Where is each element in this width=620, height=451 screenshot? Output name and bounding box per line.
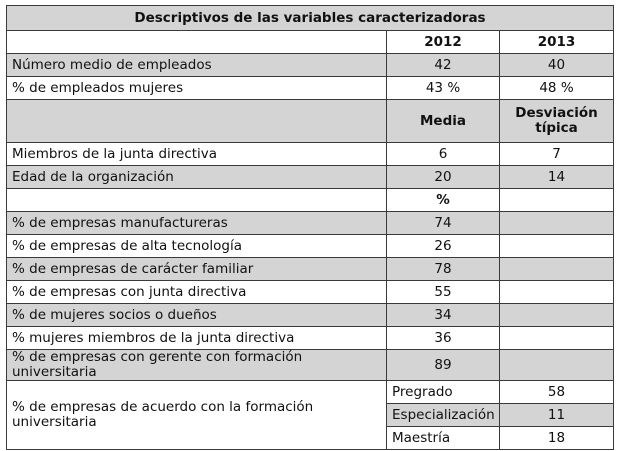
empty-cell <box>500 281 614 304</box>
table-row <box>7 77 614 100</box>
empty-cell <box>500 212 614 235</box>
table-row <box>7 350 614 381</box>
desviacion-value: 7 <box>500 143 614 166</box>
table-title: Descriptivos de las variables caracterizadoras <box>7 6 614 31</box>
education-group-label: % de empresas de acuerdo con la formación universitaria <box>7 381 387 450</box>
row-label: Edad de la organización <box>7 166 387 189</box>
percent-value: 74 <box>387 212 500 235</box>
percent-value: 26 <box>387 235 500 258</box>
value-2012: 42 <box>387 54 500 77</box>
row-label: % de empresas de alta tecnología <box>7 235 387 258</box>
table-row <box>7 327 614 350</box>
year-header-2013: 2013 <box>500 31 614 54</box>
percent-value: 36 <box>387 327 500 350</box>
empty-cell <box>500 235 614 258</box>
desviacion-header: Desviación típica <box>500 100 614 143</box>
education-value: 18 <box>500 427 614 450</box>
row-label: % de empleados mujeres <box>7 77 387 100</box>
descriptives-table <box>6 5 614 450</box>
row-label: Número medio de empleados <box>7 54 387 77</box>
table-row <box>7 235 614 258</box>
table-row <box>7 281 614 304</box>
table-row <box>7 166 614 189</box>
value-2013: 40 <box>500 54 614 77</box>
empty-cell <box>500 189 614 212</box>
row-label: % mujeres miembros de la junta directiva <box>7 327 387 350</box>
year-header-2012: 2012 <box>387 31 500 54</box>
row-label: % de empresas con gerente con formación universitaria <box>7 350 387 381</box>
table-row <box>7 381 614 404</box>
row-label: % de empresas manufactureras <box>7 212 387 235</box>
media-value: 6 <box>387 143 500 166</box>
value-2012: 43 % <box>387 77 500 100</box>
table-row <box>7 54 614 77</box>
empty-cell <box>500 350 614 381</box>
empty-cell <box>500 327 614 350</box>
table-row <box>7 212 614 235</box>
row-label: % de empresas de carácter familiar <box>7 258 387 281</box>
education-value: 11 <box>500 404 614 427</box>
empty-header-cell <box>7 31 387 54</box>
percent-value: 55 <box>387 281 500 304</box>
percent-value: 78 <box>387 258 500 281</box>
table-row <box>7 304 614 327</box>
table-row <box>7 143 614 166</box>
empty-cell <box>500 258 614 281</box>
table-row <box>7 258 614 281</box>
row-label: Miembros de la junta directiva <box>7 143 387 166</box>
row-label: % de empresas con junta directiva <box>7 281 387 304</box>
row-label: % de mujeres socios o dueños <box>7 304 387 327</box>
empty-header-cell <box>7 189 387 212</box>
education-level: Pregrado <box>387 381 500 404</box>
education-level: Especialización <box>387 404 500 427</box>
education-value: 58 <box>500 381 614 404</box>
empty-header-cell <box>7 100 387 143</box>
media-header: Media <box>387 100 500 143</box>
value-2013: 48 % <box>500 77 614 100</box>
percent-value: 89 <box>387 350 500 381</box>
desviacion-value: 14 <box>500 166 614 189</box>
percent-header: % <box>387 189 500 212</box>
empty-cell <box>500 304 614 327</box>
education-level: Maestría <box>387 427 500 450</box>
percent-value: 34 <box>387 304 500 327</box>
media-value: 20 <box>387 166 500 189</box>
